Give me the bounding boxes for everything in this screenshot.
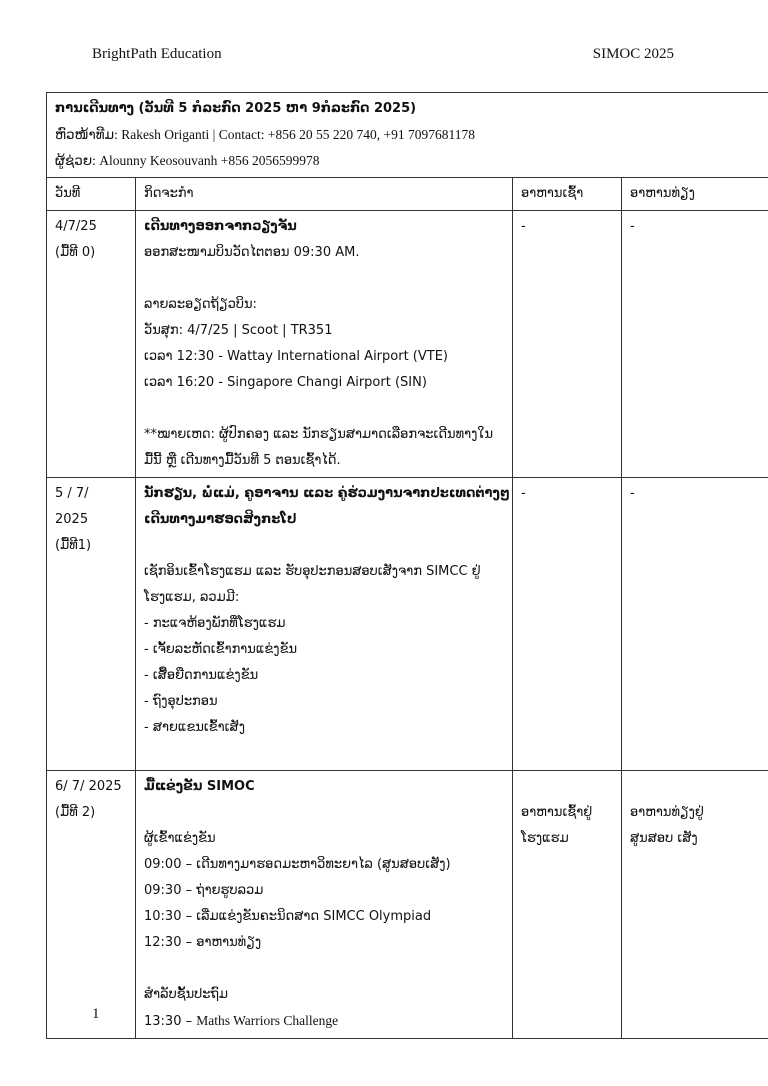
header-left: BrightPath Education	[92, 46, 222, 62]
list-item: - ເຈັ້ຍລະຫັດເຂົ້າການແຂ່ງຂັນ	[144, 642, 298, 657]
table-row	[47, 771, 768, 1039]
schedule-item: 12:30 – ອາຫານທ່ຽງ	[144, 935, 262, 950]
team-leader: ຫົວໜ້າທີມ: Rakesh Origanti | Contact: +856 20 55 220 740, +91 7097681178	[55, 127, 475, 142]
list-item: - ສາຍແຂນເຂົ້າເສັງ	[144, 720, 245, 735]
activity-cell: ມື້ແຂ່ງຂັນ SIMOC ຜູ້ເຂົ້າແຂ່ງຂັນ 09:00 – ເດີນທາງມາຮອດມະຫາວິທະຍາໄລ (ສູນສອບເສັງ) 09:30 – ຖ່າຍຮູບລວມ 10:30 – ເລີ່ມແຂ່ງຂັນຄະນິດສາດ SIMCC Olympiad 12:30 – ອາຫານທ່ຽງ ສຳລັບຊັ້ນປະຖົມ 13:30 – Maths Warriors Challenge	[136, 771, 513, 1039]
table-row	[47, 478, 768, 771]
lunch-cell: -	[622, 211, 768, 478]
schedule-item: 10:30 – ເລີ່ມແຂ່ງຂັນຄະນິດສາດ SIMCC Olympiad	[144, 909, 432, 924]
activity-cell: ນັກຮຽນ, ພໍ່ແມ່, ຄູອາຈານ ແລະ ຄູ່ຮ່ວມງານຈາກປະເທດຕ່າງໆ ເດີນທາງມາຮອດສິງກະໂປ ເຊັກອິນເຂົ້າໂຮງແຮມ ແລະ ຮັບອຸປະກອນສອບເສັງຈາກ SIMCC ຢູ່ ໂຮງແຮມ, ລວມມີ: - ກະແຈຫ້ອງພັກທີ່ໂຮງແຮມ - ເຈັ້ຍລະຫັດເຂົ້າການແຂ່ງຂັນ - ເສື້ອຍືດການແຂ່ງຂັນ - ຖົງອຸປະກອນ - ສາຍແຂນເຂົ້າເສັງ	[136, 478, 513, 771]
challenge-name: Maths Warriors Challenge	[196, 1013, 339, 1028]
col-date: ວັນທີ	[47, 178, 136, 211]
schedule-item: 09:30 – ຖ່າຍຮູບລວມ	[144, 883, 264, 898]
lunch-cell: ອາຫານທ່ຽງຢູ່ ສູນສອບ ເສັງ	[622, 771, 768, 1039]
list-item: - ກະແຈຫ້ອງພັກທີ່ໂຮງແຮມ	[144, 616, 286, 631]
page-number: 1	[92, 1006, 100, 1022]
schedule-item: 09:00 – ເດີນທາງມາຮອດມະຫາວິທະຍາໄລ (ສູນສອບເສັງ)	[144, 857, 451, 872]
col-lunch: ອາຫານທ່ຽງ	[622, 178, 768, 211]
header-row	[47, 178, 768, 211]
itinerary-title: ການເດີນທາງ (ວັນທີ 5 ກໍລະກົດ 2025 ຫາ 9ກໍລະກົດ 2025)	[55, 101, 417, 116]
list-item: - ເສື້ອຍືດການແຂ່ງຂັນ	[144, 668, 259, 683]
breakfast-cell: -	[513, 478, 622, 771]
date-cell: 4/7/25 (ມື້ທີ 0)	[47, 211, 136, 478]
breakfast-cell: -	[513, 211, 622, 478]
table-row	[47, 211, 768, 478]
activity-cell: ເດີນທາງອອກຈາກວຽງຈັນ ອອກສະໜາມບິນວັດໄຕຕອນ 09:30 AM. ລາຍລະອຽດຖ້ຽວບິນ: ວັນສຸກ: 4/7/25 | Scoot | TR351 ເວລາ 12:30 - Wattay International Airport (VTE) ເວລາ 16:20 - Singapore Changi Airport (SIN) **ໝາຍເຫດ: ຜູ້ປົກຄອງ ແລະ ນັກຮຽນສາມາດເລືອກຈະເດີນທາງໃນ ມື້ນີ້ ຫຼື ເດີນທາງມື້ວັນທີ 5 ຕອນເຊົ້າໄດ້.	[136, 211, 513, 478]
header-right: SIMOC 2025	[592, 46, 674, 62]
list-item: - ຖົງອຸປະກອນ	[144, 694, 218, 709]
col-breakfast: ອາຫານເຊົ້າ	[513, 178, 622, 211]
date-cell: 6/ 7/ 2025 (ມື້ທີ 2)	[47, 771, 136, 1039]
itinerary-table	[46, 92, 768, 1039]
breakfast-cell: ອາຫານເຊົ້າຢູ່ ໂຮງແຮມ	[513, 771, 622, 1039]
date-cell: 5 / 7/ 2025 (ມື້ທີ1)	[47, 478, 136, 771]
assistant: ຜູ້ຊ່ວຍ: Alounny Keosouvanh +856 2056599978	[55, 153, 320, 168]
info-cell	[47, 93, 768, 178]
info-row	[47, 93, 768, 178]
lunch-cell: -	[622, 478, 768, 771]
col-activity: ກິດຈະກຳ	[136, 178, 513, 211]
